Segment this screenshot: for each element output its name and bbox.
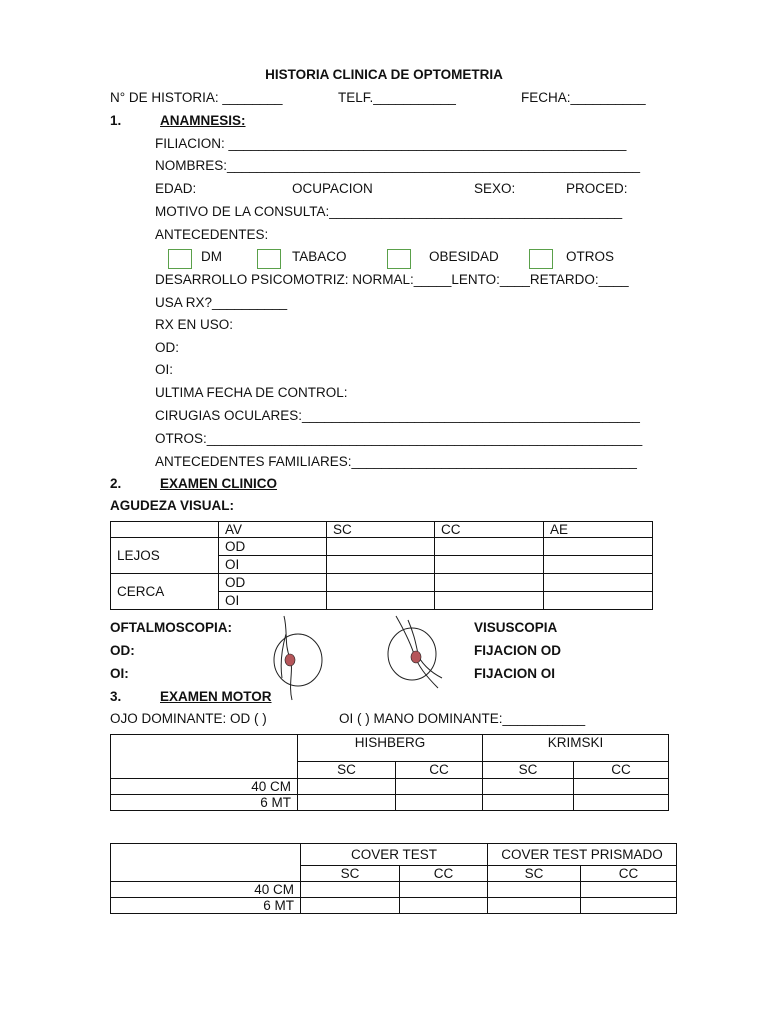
fijacion-oi-label: FIJACION OI	[474, 666, 556, 681]
desarrollo-field[interactable]: DESARROLLO PSICOMOTRIZ: NORMAL:_____LENTO:____RETARDO:____	[155, 272, 629, 287]
obesidad-label: OBESIDAD	[429, 249, 499, 264]
krimski-40cm-sc-cell[interactable]	[483, 779, 574, 795]
rx-en-uso-label: RX EN USO:	[155, 317, 234, 332]
lejos-oi-label: OI	[219, 556, 327, 574]
cirugias-field[interactable]: CIRUGIAS OCULARES:_____________________________________________	[155, 408, 640, 423]
cerca-oi-sc-cell[interactable]	[327, 592, 435, 610]
oftalmoscopia-label: OFTALMOSCOPIA:	[110, 620, 232, 635]
prismado-40cm-sc-cell[interactable]	[488, 882, 581, 898]
cover-40cm-cc-cell[interactable]	[400, 882, 488, 898]
section3-number: 3.	[110, 689, 122, 704]
prismado-6mt-cc-cell[interactable]	[581, 898, 677, 914]
av-table-corner	[111, 522, 219, 538]
lejos-od-ae-cell[interactable]	[544, 538, 653, 556]
fundus-od-icon	[272, 614, 332, 704]
krimski-6mt-cc-cell[interactable]	[574, 795, 669, 811]
prismado-6mt-sc-cell[interactable]	[488, 898, 581, 914]
hishberg-sc-header: SC	[298, 762, 396, 779]
cover-test-prismado-header: COVER TEST PRISMADO	[488, 844, 677, 866]
dm-label: DM	[201, 249, 222, 264]
lejos-oi-cc-cell[interactable]	[435, 556, 544, 574]
cerca-od-label: OD	[219, 574, 327, 592]
hishberg-6mt-sc-cell[interactable]	[298, 795, 396, 811]
ocupacion-label: OCUPACION	[292, 181, 373, 196]
motor1-row-6mt: 6 MT	[111, 795, 298, 811]
prismado-cc-header: CC	[581, 866, 677, 882]
lejos-od-label: OD	[219, 538, 327, 556]
antecedentes-label: ANTECEDENTES:	[155, 227, 269, 242]
sexo-label: SEXO:	[474, 181, 516, 196]
familiares-field[interactable]: ANTECEDENTES FAMILIARES:______________________________________	[155, 454, 637, 469]
otros-field[interactable]: OTROS:__________________________________________________________	[155, 431, 643, 446]
hishberg-40cm-sc-cell[interactable]	[298, 779, 396, 795]
form-title: HISTORIA CLINICA DE OPTOMETRIA	[265, 67, 503, 82]
section3-title: EXAMEN MOTOR	[160, 689, 272, 704]
section1-number: 1.	[110, 113, 122, 128]
edad-label: EDAD:	[155, 181, 197, 196]
cover-sc-header: SC	[301, 866, 400, 882]
historia-number-field[interactable]: N° DE HISTORIA: ________	[110, 90, 283, 105]
lejos-od-sc-cell[interactable]	[327, 538, 435, 556]
oftalmoscopia-od-label: OD:	[110, 643, 135, 658]
telf-field[interactable]: TELF.___________	[338, 90, 456, 105]
rx-od-label: OD:	[155, 340, 180, 355]
cover-6mt-sc-cell[interactable]	[301, 898, 400, 914]
motor1-row-40cm: 40 CM	[111, 779, 298, 795]
krimski-header: KRIMSKI	[483, 735, 669, 762]
cerca-oi-label: OI	[219, 592, 327, 610]
proced-label: PROCED:	[566, 181, 628, 196]
tabaco-checkbox[interactable]	[257, 249, 281, 269]
filiacion-field[interactable]: FILIACION: _____________________________________________________	[155, 136, 627, 151]
cerca-oi-cc-cell[interactable]	[435, 592, 544, 610]
otros-label: OTROS	[566, 249, 615, 264]
cerca-oi-ae-cell[interactable]	[544, 592, 653, 610]
motor1-corner	[111, 735, 298, 779]
lejos-od-cc-cell[interactable]	[435, 538, 544, 556]
mano-dominante-field[interactable]: OI ( ) MANO DOMINANTE:___________	[339, 711, 586, 726]
motor2-row-6mt: 6 MT	[111, 898, 301, 914]
cerca-label: CERCA	[111, 574, 219, 610]
cover-test-header: COVER TEST	[301, 844, 488, 866]
krimski-cc-header: CC	[574, 762, 669, 779]
agudeza-visual-table	[110, 521, 653, 610]
section2-number: 2.	[110, 476, 122, 491]
ultima-fecha-label: ULTIMA FECHA DE CONTROL:	[155, 385, 348, 400]
agudeza-visual-label: AGUDEZA VISUAL:	[110, 498, 234, 513]
motivo-field[interactable]: MOTIVO DE LA CONSULTA:_______________________________________	[155, 204, 623, 219]
visuscopia-label: VISUSCOPIA	[474, 620, 558, 635]
hishberg-krimski-table	[110, 734, 669, 811]
krimski-6mt-sc-cell[interactable]	[483, 795, 574, 811]
usa-rx-field[interactable]: USA RX?__________	[155, 295, 288, 310]
tabaco-label: TABACO	[292, 249, 347, 264]
prismado-40cm-cc-cell[interactable]	[581, 882, 677, 898]
cerca-od-cc-cell[interactable]	[435, 574, 544, 592]
hishberg-6mt-cc-cell[interactable]	[396, 795, 483, 811]
nombres-field[interactable]: NOMBRES:_______________________________________________________	[155, 158, 640, 173]
prismado-sc-header: SC	[488, 866, 581, 882]
rx-oi-label: OI:	[155, 362, 174, 377]
motor2-row-40cm: 40 CM	[111, 882, 301, 898]
otros-checkbox[interactable]	[529, 249, 553, 269]
av-header-cc: CC	[435, 522, 544, 538]
lejos-oi-ae-cell[interactable]	[544, 556, 653, 574]
krimski-40cm-cc-cell[interactable]	[574, 779, 669, 795]
ojo-dominante-field[interactable]: OJO DOMINANTE: OD ( )	[110, 711, 267, 726]
hishberg-40cm-cc-cell[interactable]	[396, 779, 483, 795]
fundus-oi-icon	[382, 614, 446, 694]
av-header-sc: SC	[327, 522, 435, 538]
lejos-oi-sc-cell[interactable]	[327, 556, 435, 574]
section1-title: ANAMNESIS:	[160, 113, 246, 128]
hishberg-cc-header: CC	[396, 762, 483, 779]
fijacion-od-label: FIJACION OD	[474, 643, 562, 658]
krimski-sc-header: SC	[483, 762, 574, 779]
cover-cc-header: CC	[400, 866, 488, 882]
fecha-field[interactable]: FECHA:__________	[521, 90, 646, 105]
lejos-label: LEJOS	[111, 538, 219, 574]
motor2-corner	[111, 844, 301, 882]
hishberg-header: HISHBERG	[298, 735, 483, 762]
cover-test-table	[110, 843, 677, 914]
cover-6mt-cc-cell[interactable]	[400, 898, 488, 914]
cerca-od-sc-cell[interactable]	[327, 574, 435, 592]
dm-checkbox[interactable]	[168, 249, 192, 269]
obesidad-checkbox[interactable]	[387, 249, 411, 269]
av-header-ae: AE	[544, 522, 653, 538]
cerca-od-ae-cell[interactable]	[544, 574, 653, 592]
cover-40cm-sc-cell[interactable]	[301, 882, 400, 898]
section2-title: EXAMEN CLINICO	[160, 476, 278, 491]
oftalmoscopia-oi-label: OI:	[110, 666, 129, 681]
av-header-av: AV	[219, 522, 327, 538]
